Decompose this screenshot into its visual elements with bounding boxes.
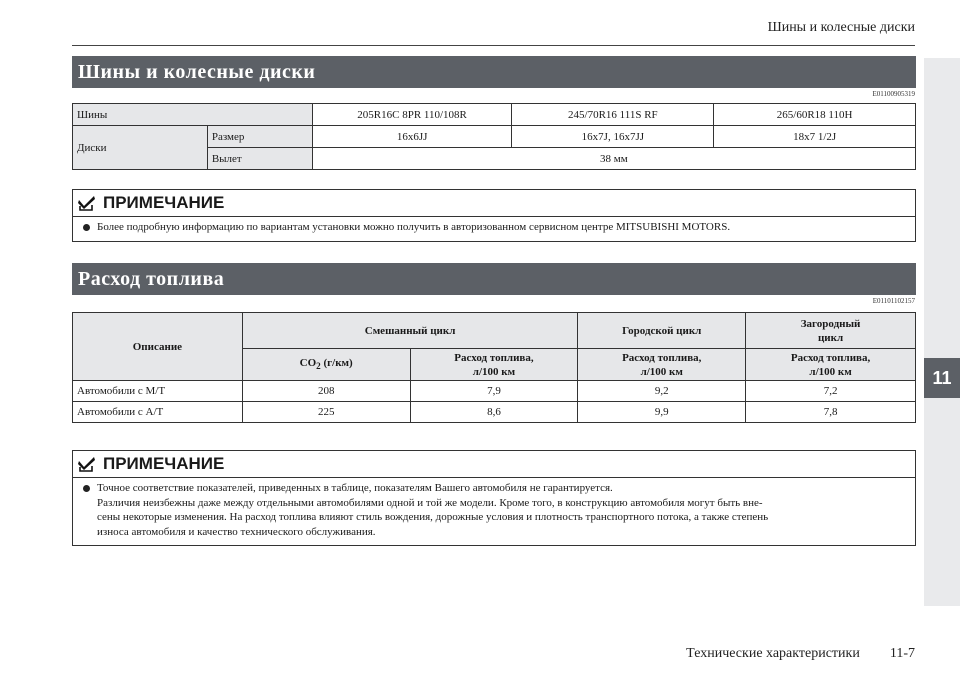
cell-combined: 8,6 — [410, 402, 578, 423]
cell-co2: 208 — [242, 381, 410, 402]
col-description: Описание — [73, 313, 243, 381]
fuel-label-line1: Расход топлива, — [790, 351, 871, 364]
rim-size-2: 16x7J, 16x7JJ — [512, 126, 714, 148]
table-row — [73, 104, 916, 126]
rim-size-1: 16x6JJ — [312, 126, 512, 148]
footer-section-title: Технические характеристики — [686, 646, 860, 661]
cell-urban: 9,2 — [578, 381, 746, 402]
rim-size-label: Размер — [207, 126, 312, 148]
section-code-fuel: E01101102157 — [872, 297, 915, 305]
note-line: износа автомобиля и качество технического обслуживания. — [97, 525, 376, 538]
cell-co2: 225 — [242, 402, 410, 423]
page-footer — [686, 646, 915, 662]
cell-extra-urban: 7,2 — [746, 381, 916, 402]
rim-offset-value: 38 мм — [312, 148, 915, 170]
tire-size-3: 265/60R18 110H — [714, 104, 916, 126]
col-urban: Городской цикл — [578, 313, 746, 349]
note-line: сены некоторые изменения. На расход топлива влияют стиль вождения, дорожные условия и плотность транспортного потока, а также степень — [97, 511, 769, 523]
section-title-fuel: Расход топлива — [72, 263, 916, 295]
bullet-icon — [83, 485, 90, 492]
col-extra-urban — [746, 313, 916, 349]
co2-label: CO — [299, 356, 317, 369]
note-line: Различия неизбежны даже между отдельными автомобилями одной и той же модели. Кроме того, в конструкцию автомобиля могут быть вне- — [97, 496, 763, 509]
note-heading-1 — [73, 190, 915, 217]
section-code-tires: E01100905319 — [872, 90, 915, 98]
rim-offset-label: Вылет — [207, 148, 312, 170]
table-row — [73, 126, 916, 148]
tires-label: Шины — [73, 104, 313, 126]
fuel-table — [72, 312, 916, 423]
check-icon — [77, 194, 97, 212]
note-body-2 — [73, 478, 915, 545]
co2-unit: (г/км) — [320, 356, 353, 369]
tire-size-2: 245/70R16 111S RF — [512, 104, 714, 126]
note-box-1 — [72, 189, 916, 242]
note-heading-text-1: ПРИМЕЧАНИЕ — [103, 193, 225, 212]
header-rule — [72, 45, 915, 46]
tires-table — [72, 103, 916, 170]
cell-combined: 7,9 — [410, 381, 578, 402]
note-line: Точное соответствие показателей, приведенных в таблице, показателям Вашего автомобиля не гарантируется. — [97, 482, 613, 494]
tire-size-1: 205R16C 8PR 110/108R — [312, 104, 512, 126]
running-header: Шины и колесные диски — [767, 20, 915, 35]
fuel-label-line1: Расход топлива, — [622, 351, 702, 364]
note-heading-2 — [73, 451, 915, 478]
col-fuel-urban — [578, 349, 746, 381]
side-tab — [924, 58, 960, 606]
note-box-2 — [72, 450, 916, 546]
check-icon — [77, 455, 97, 473]
bullet-icon — [83, 224, 90, 231]
col-extra-urban-line2: цикл — [817, 331, 844, 344]
col-fuel-extra-urban — [746, 349, 916, 381]
col-combined: Смешанный цикл — [242, 313, 578, 349]
row-label: Автомобили с M/T — [73, 381, 243, 402]
table-row — [73, 381, 916, 402]
rims-label: Диски — [73, 126, 208, 170]
table-row — [73, 402, 916, 423]
table-header-row — [73, 313, 916, 349]
co2-subscript: 2 — [316, 361, 321, 372]
note-text-1: Более подробную информацию по вариантам установки можно получить в авторизованном сервисном центре MITSUBISHI MOTORS. — [97, 221, 731, 233]
cell-urban: 9,9 — [578, 402, 746, 423]
col-co2 — [242, 349, 410, 381]
col-extra-urban-line1: Загородный — [800, 317, 861, 330]
note-heading-text-2: ПРИМЕЧАНИЕ — [103, 454, 225, 473]
row-label: Автомобили с A/T — [73, 402, 243, 423]
cell-extra-urban: 7,8 — [746, 402, 916, 423]
fuel-label-line2: л/100 км — [472, 365, 516, 378]
fuel-label-line1: Расход топлива, — [454, 351, 534, 364]
page-number: 11-7 — [889, 646, 915, 661]
fuel-label-line2: л/100 км — [809, 365, 852, 378]
fuel-label-line2: л/100 км — [640, 365, 683, 378]
col-fuel-combined — [410, 349, 578, 381]
chapter-number-tab: 11 — [924, 358, 960, 398]
note-body-1 — [73, 217, 915, 241]
section-title-tires: Шины и колесные диски — [72, 56, 916, 88]
rim-size-3: 18x7 1/2J — [714, 126, 916, 148]
